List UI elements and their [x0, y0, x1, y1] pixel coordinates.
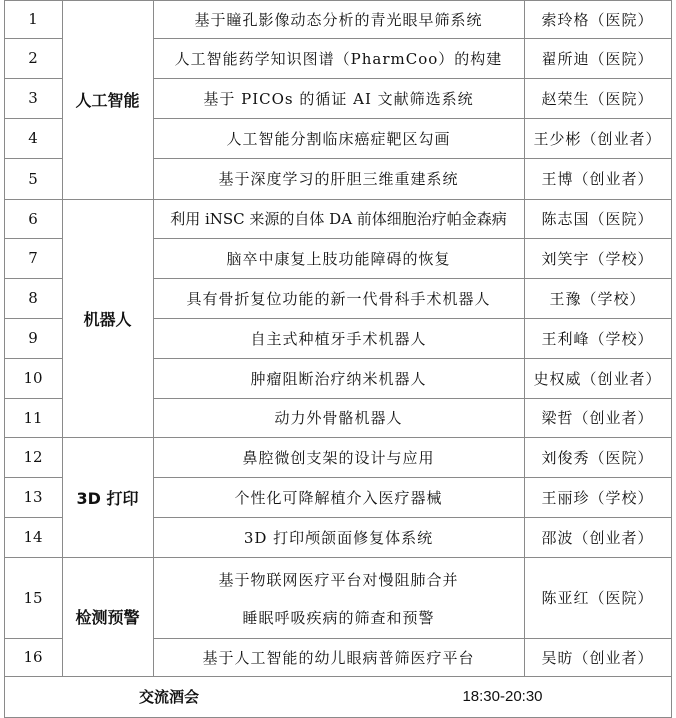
- footer-reception-time: 18:30-20:30: [462, 688, 543, 705]
- row-number: 13: [23, 488, 43, 506]
- project-title: 肿瘤阻断治疗纳米机器人: [250, 369, 427, 388]
- presenter: 刘笑宇（学校）: [541, 249, 654, 268]
- project-title: 基于瞳孔影像动态分析的青光眼早筛系统: [194, 10, 483, 29]
- presenter: 刘俊秀（医院）: [541, 448, 654, 467]
- row-number: 9: [28, 329, 38, 347]
- footer-reception-label: 交流酒会: [138, 688, 199, 706]
- category-cell: 3D 打印: [76, 488, 139, 508]
- row-number: 11: [23, 408, 43, 427]
- presenter: 王利峰（学校）: [541, 329, 654, 348]
- presenter: 邵波（创业者）: [541, 528, 654, 547]
- presenter: 梁哲（创业者）: [541, 409, 654, 427]
- presenter: 索玲格（医院）: [541, 10, 654, 29]
- project-title: 人工智能药学知识图谱（PharmCoo）的构建: [174, 49, 503, 68]
- row-number: 16: [23, 648, 43, 666]
- presenter: 翟所迪（医院）: [541, 49, 654, 68]
- category-cell: 人工智能: [75, 91, 140, 110]
- project-title: 人工智能分割临床癌症靶区勾画: [226, 129, 451, 148]
- presenter: 王博（创业者）: [541, 170, 654, 188]
- row-number: 15: [23, 588, 43, 607]
- project-title: 具有骨折复位功能的新一代骨科手术机器人: [186, 289, 491, 308]
- project-title: 脑卒中康复上肢功能障碍的恢复: [226, 249, 451, 268]
- row-number: 6: [28, 209, 38, 228]
- project-title: 自主式种植牙手术机器人: [250, 329, 427, 348]
- project-title: 利用 iNSC 来源的自体 DA 前体细胞治疗帕金森病: [170, 210, 507, 228]
- row-number: 4: [28, 129, 38, 147]
- presenter: 陈志国（医院）: [541, 210, 654, 228]
- row-number: 7: [28, 249, 38, 267]
- presenter: 王丽珍（学校）: [541, 488, 654, 507]
- presenter: 史权威（创业者）: [533, 369, 662, 388]
- presenter: 陈亚红（医院）: [541, 589, 654, 607]
- project-title-line2: 睡眠呼吸疾病的筛查和预警: [242, 608, 435, 627]
- project-title-line1: 基于物联网医疗平台对慢阻肺合并: [218, 570, 459, 589]
- presenter: 吴昉（创业者）: [541, 648, 654, 667]
- presenter: 赵荣生（医院）: [541, 89, 654, 108]
- row-number: 14: [23, 528, 43, 546]
- project-title: 基于 PICOs 的循证 AI 文献筛选系统: [203, 89, 474, 108]
- presenter: 王豫（学校）: [549, 289, 646, 308]
- category-cell: 检测预警: [75, 608, 140, 627]
- category-cell: 机器人: [83, 309, 132, 329]
- row-number: 2: [28, 49, 38, 67]
- project-title: 鼻腔微创支架的设计与应用: [242, 448, 435, 467]
- row-number: 8: [28, 289, 38, 307]
- project-title: 个性化可降解植介入医疗器械: [234, 488, 443, 507]
- row-number: 5: [28, 169, 38, 188]
- row-number: 10: [23, 369, 43, 387]
- row-number: 3: [28, 89, 38, 107]
- project-title: 3D 打印颅颌面修复体系统: [243, 528, 434, 547]
- project-title: 基于深度学习的肝胆三维重建系统: [218, 170, 459, 188]
- project-title: 基于人工智能的幼儿眼病普筛医疗平台: [202, 648, 475, 667]
- presenter: 王少彬（创业者）: [533, 129, 662, 148]
- row-number: 1: [28, 10, 38, 28]
- table-border-right: [671, 0, 672, 718]
- row-number: 12: [23, 448, 43, 466]
- project-title: 动力外骨骼机器人: [274, 409, 403, 427]
